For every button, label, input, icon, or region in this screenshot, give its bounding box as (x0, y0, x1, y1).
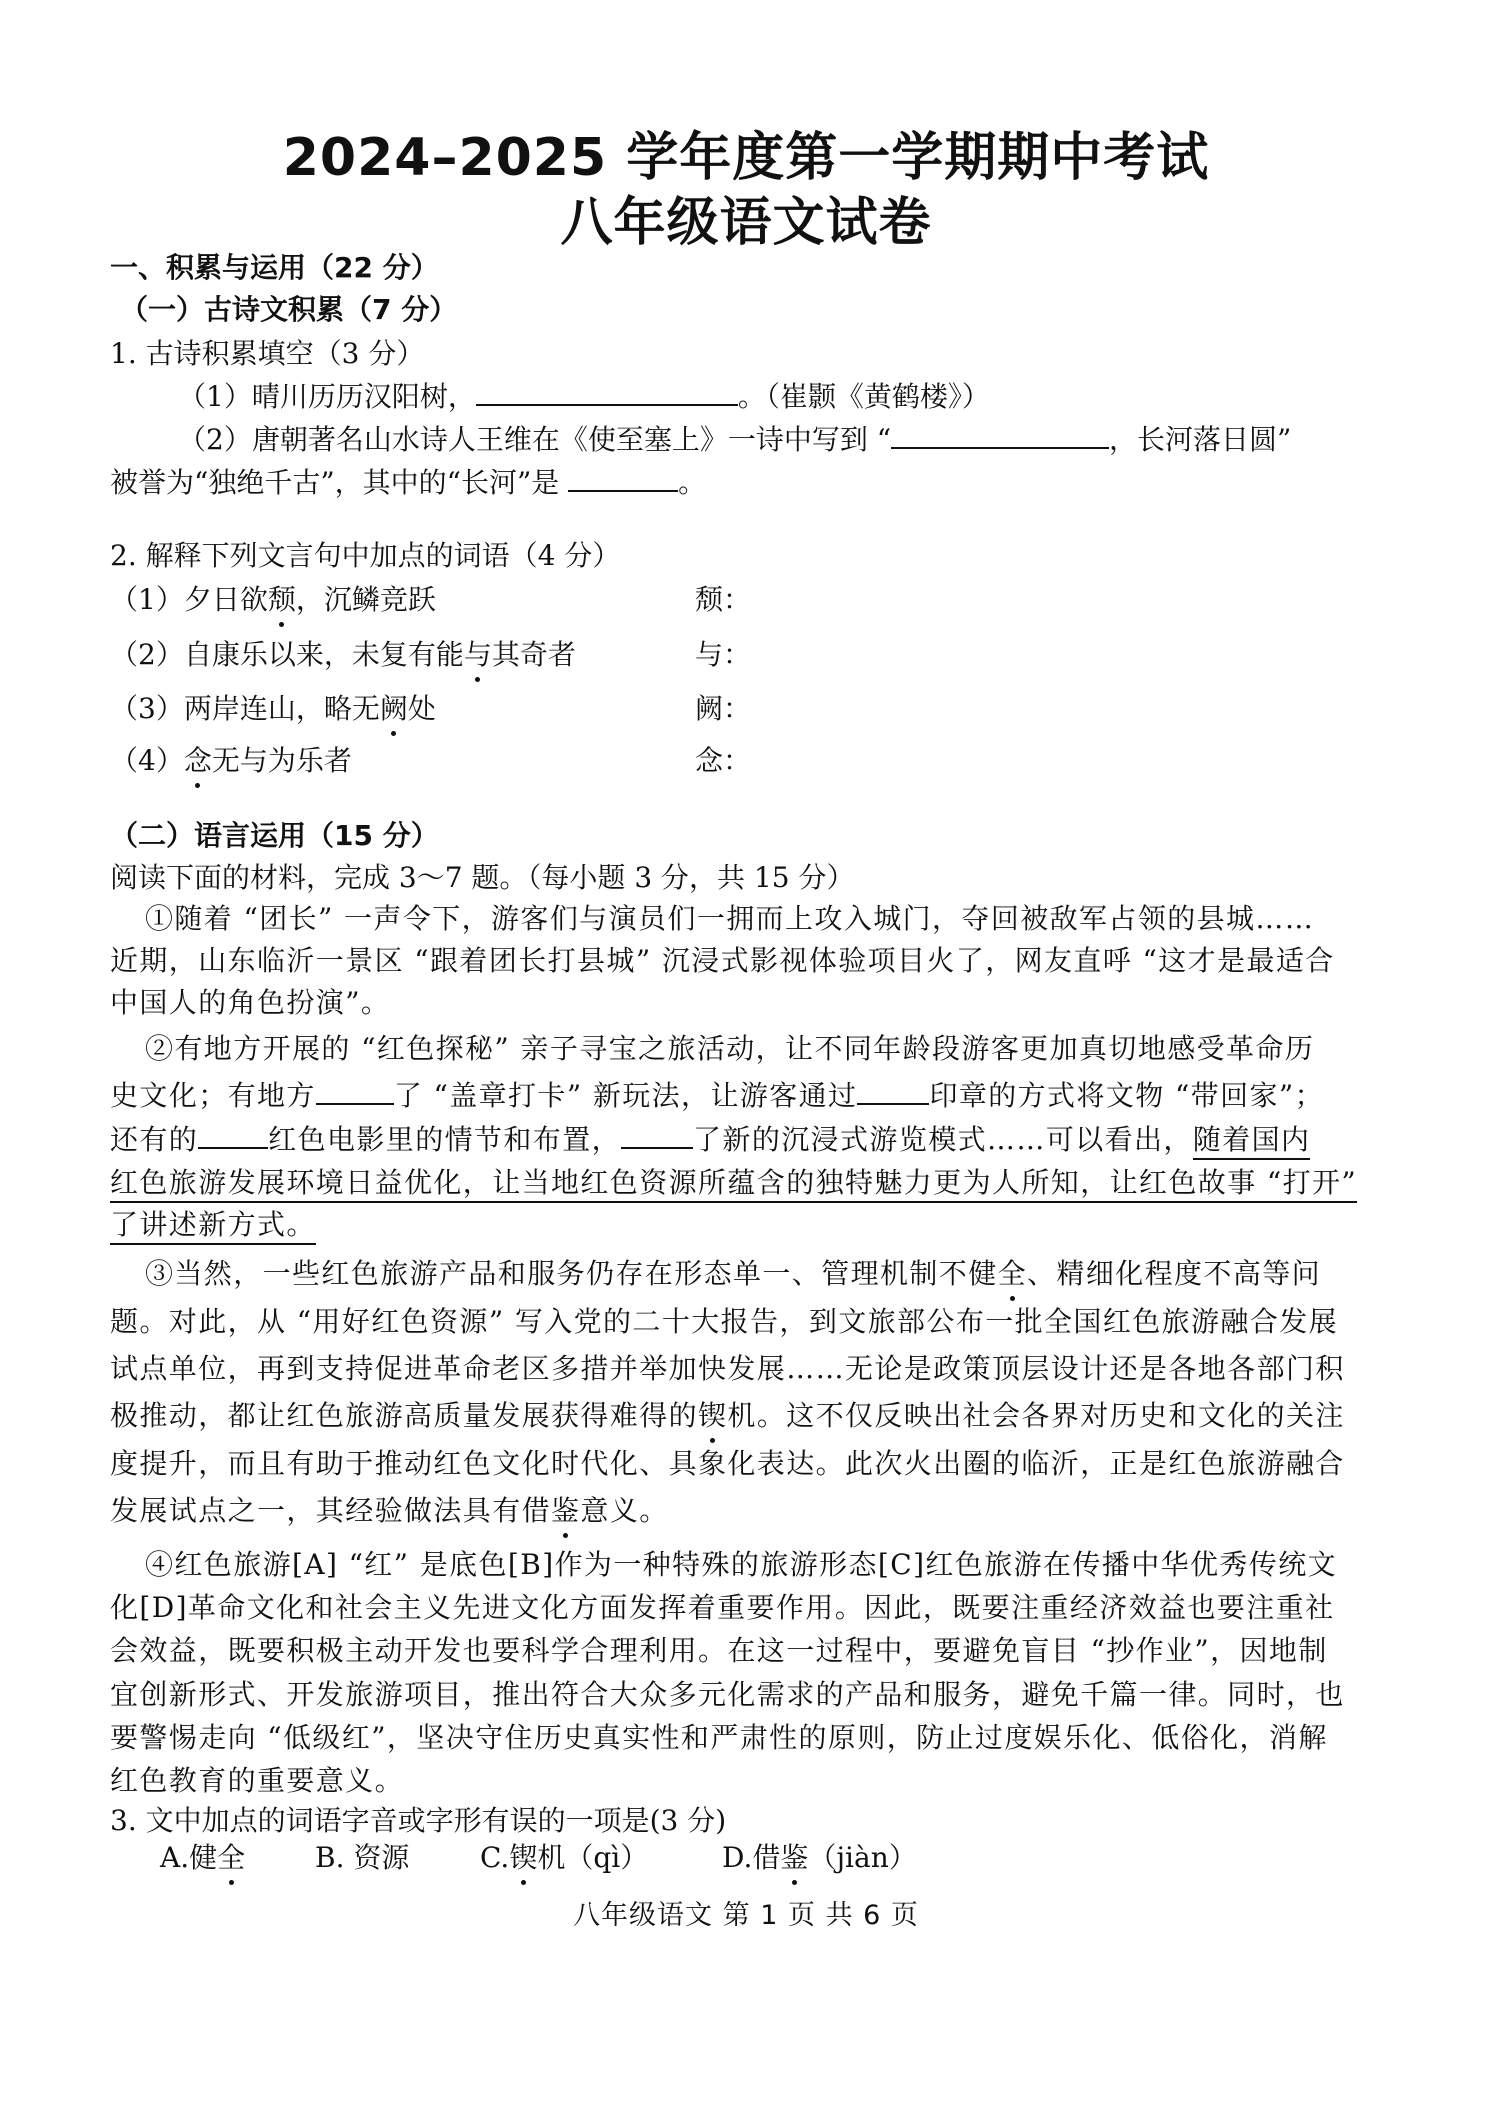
passage-p2-line (110, 1121, 1310, 1158)
dotted-char: 与 (463, 638, 492, 671)
passage-p3-line (145, 1256, 1321, 1292)
passage-p2-line (110, 1207, 316, 1243)
underlined-sentence: 了讲述新方式。 (110, 1208, 316, 1245)
q2-item (110, 582, 436, 618)
question-2-stem: 2. 解释下列文言句中加点的词语（4 分） (110, 539, 621, 572)
q1-item3-suffix: 。 (678, 466, 707, 499)
q2-item (110, 637, 576, 673)
subsection-heading-language: （二）语言运用（15 分） (110, 819, 439, 852)
page-footer: 八年级语文 第 1 页 共 6 页 (573, 1900, 919, 1931)
answer-blank[interactable] (476, 378, 738, 406)
q2-item-text: （4） (110, 744, 184, 777)
option-text: D.借 (722, 1841, 781, 1874)
q3-option-c[interactable] (480, 1840, 648, 1876)
dotted-char: 全 (217, 1841, 246, 1874)
passage-p4-line: 化[D]革命文化和社会主义先进文化方面发挥着重要作用。因此，既要注重经济效益也要注重社 (110, 1591, 1335, 1624)
passage-text: 、精细化程度不高等问 (1027, 1257, 1322, 1290)
q2-item-text: （3）两岸连山，略无 (110, 692, 380, 725)
passage-p2-line: ②有地方开展的 “红色探秘” 亲子寻宝之旅活动，让不同年龄段游客更加真切地感受革命历 (145, 1032, 1315, 1065)
passage-p1-line: 中国人的角色扮演”。 (110, 986, 391, 1019)
dotted-char: 鉴 (780, 1841, 809, 1874)
answer-blank[interactable] (568, 464, 678, 492)
underlined-sentence: 红色旅游发展环境日益优化，让当地红色资源所蕴含的独特魅力更为人所知，让红色故事 “打开” (110, 1166, 1357, 1203)
passage-text: 红色电影里的情节和布置， (268, 1123, 622, 1156)
reading-intro: 阅读下面的材料，完成 3～7 题。（每小题 3 分，共 15 分） (110, 861, 855, 894)
q2-item-text: 无与为乐者 (211, 744, 352, 777)
answer-blank[interactable] (621, 1121, 693, 1149)
q2-item-text: 处 (407, 692, 436, 725)
passage-p3-line (110, 1398, 1345, 1434)
option-text: B. 资源 (315, 1841, 410, 1874)
question-1-item-1 (178, 378, 990, 415)
passage-text: 极推动，都让红色旅游高质量发展获得难得的 (110, 1399, 699, 1432)
dotted-char: 锲 (698, 1399, 728, 1432)
question-1-item-2 (178, 421, 1291, 458)
q2-item (110, 743, 352, 779)
answer-blank[interactable] (857, 1077, 929, 1105)
passage-text: 还有的 (110, 1123, 199, 1156)
q2-item-text: （1）夕日欲 (110, 583, 268, 616)
q3-option-b[interactable] (315, 1840, 409, 1876)
q3-option-d[interactable] (722, 1840, 917, 1876)
answer-blank[interactable] (891, 421, 1109, 449)
q2-answer-label[interactable]: 阙： (695, 692, 752, 725)
passage-text: 意义。 (580, 1494, 669, 1527)
passage-p4-line: 宜创新形式、开发旅游项目，推出符合大众多元化需求的产品和服务，避免千篇一律。同时，也 (110, 1678, 1345, 1711)
option-text: C. (480, 1841, 510, 1874)
dotted-char: 阙 (379, 692, 408, 725)
passage-p1-line: 近期，山东临沂一景区 “跟着团长打县城” 沉浸式影视体验项目火了，网友直呼 “这才是最适合 (110, 944, 1335, 977)
passage-text: 印章的方式将文物 “带回家”； (929, 1079, 1324, 1112)
dotted-char: 念 (183, 744, 212, 777)
q1-item1-suffix: 。（崔颢《黄鹤楼》） (737, 380, 990, 413)
q1-item1-prefix: （1）晴川历历汉阳树， (178, 380, 476, 413)
q2-item-text: ，沉鳞竞跃 (295, 583, 436, 616)
section-heading: 一、积累与运用（22 分） (110, 251, 439, 284)
dotted-char: 锲 (509, 1841, 538, 1874)
option-text: （jiàn） (808, 1841, 917, 1874)
passage-p1-line: ①随着 “团长” 一声令下，游客们与演员们一拥而上攻入城门，夺回被敌军占领的县城…… (145, 902, 1315, 935)
dotted-char: 鉴 (551, 1494, 581, 1527)
answer-blank[interactable] (316, 1077, 394, 1105)
q2-item-text: （2）自康乐以来，未复有能 (110, 638, 464, 671)
passage-text: 史文化；有地方 (110, 1079, 316, 1112)
passage-p4-line: 红色教育的重要意义。 (110, 1764, 405, 1797)
option-text: A.健 (160, 1841, 218, 1874)
q2-item-text: 其奇者 (491, 638, 576, 671)
q1-item2-prefix: （2）唐朝著名山水诗人王维在《使至塞上》一诗中写到 “ (178, 423, 892, 456)
passage-p3-line (110, 1493, 669, 1529)
passage-text: ③当然，一些红色旅游产品和服务仍存在形态单一、管理机制不健 (145, 1257, 998, 1290)
exam-title: 2024–2025 学年度第一学期期中考试 (282, 128, 1210, 188)
passage-p3-line: 度提升，而且有助于推动红色文化时代化、具象化表达。此次火出圈的临沂，正是红色旅游融合 (110, 1447, 1345, 1480)
question-1-stem: 1. 古诗积累填空（3 分） (110, 337, 425, 370)
passage-p2-line (110, 1077, 1324, 1114)
passage-text: 了新的沉浸式游览模式……可以看出， (693, 1123, 1193, 1156)
q3-option-a[interactable] (160, 1840, 245, 1876)
passage-p4-line: ④红色旅游[A] “红” 是底色[B]作为一种特殊的旅游形态[C]红色旅游在传播中华优秀传统文 (145, 1548, 1337, 1581)
passage-p4-line: 要警惕走向 “低级红”，坚决守住历史真实性和严肃性的原则，防止过度娱乐化、低俗化，消解 (110, 1721, 1328, 1754)
passage-text: 发展试点之一，其经验做法具有借 (110, 1494, 552, 1527)
passage-text: 了 “盖章打卡” 新玩法，让游客通过 (393, 1079, 858, 1112)
question-1-item-2-cont (110, 464, 706, 501)
passage-p3-line: 题。对此，从 “用好红色资源” 写入党的二十大报告，到文旅部公布一批全国红色旅游融合发展 (110, 1305, 1339, 1338)
answer-blank[interactable] (198, 1121, 268, 1149)
q2-answer-label[interactable]: 念： (695, 744, 752, 777)
passage-p2-line (110, 1165, 1357, 1201)
q1-item3-prefix: 被誉为“独绝千古”，其中的“长河”是 (110, 466, 560, 499)
underlined-sentence: 随着国内 (1193, 1123, 1311, 1160)
exam-subtitle: 八年级语文试卷 (560, 193, 932, 253)
option-text: 机（qì） (537, 1841, 649, 1874)
dotted-char: 全 (997, 1257, 1028, 1290)
subsection-heading-poetry: （一）古诗文积累（7 分） (120, 293, 458, 326)
passage-p4-line: 会效益，既要积极主动开发也要科学合理利用。在这一过程中，要避免盲目 “抄作业”，因地制 (110, 1634, 1328, 1667)
question-3-stem: 3. 文中加点的词语字音或字形有误的一项是(3 分) (110, 1804, 727, 1837)
passage-p3-line: 试点单位，再到支持促进革命老区多措并举加快发展……无论是政策顶层设计还是各地各部门积 (110, 1352, 1345, 1385)
dotted-char: 颓 (267, 583, 296, 616)
q1-item2-suffix: ，长河落日圆” (1109, 423, 1292, 456)
passage-text: 机。这不仅反映出社会各界对历史和文化的关注 (727, 1399, 1345, 1432)
q2-answer-label[interactable]: 颓： (695, 583, 752, 616)
q2-answer-label[interactable]: 与： (695, 638, 752, 671)
q2-item (110, 691, 436, 727)
